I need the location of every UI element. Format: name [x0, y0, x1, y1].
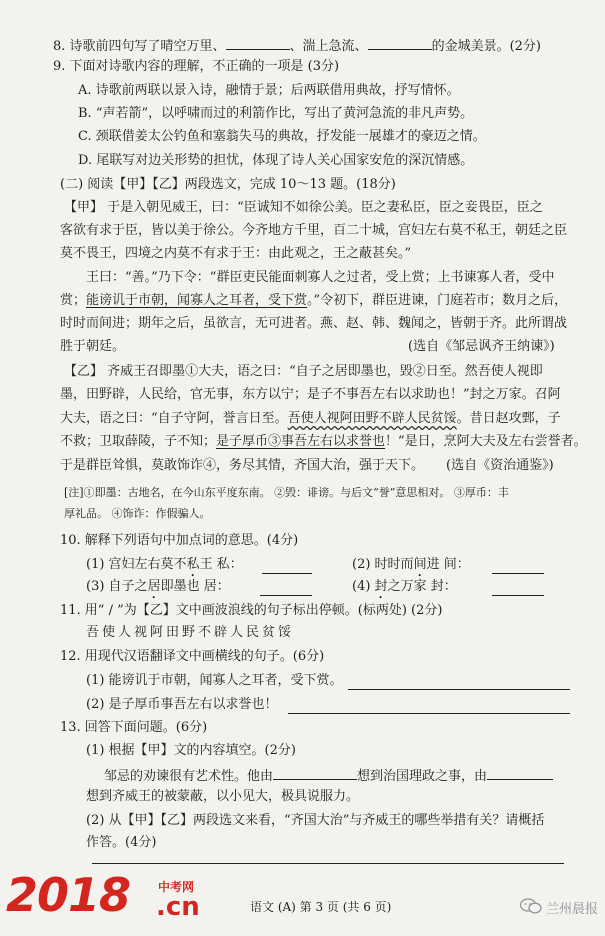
q13-blank-1[interactable] — [273, 765, 357, 780]
yi-line-5: 于是群臣耸惧，莫敢饰诈④，务尽其情，齐国大治，强于天下。 — [60, 458, 425, 473]
q10-answer-4[interactable] — [492, 594, 544, 596]
q10-item-4 — [352, 578, 457, 602]
jia-line-3: 莫不畏王，四境之内莫不有求于王：由此观之，王之蔽甚矣。” — [60, 246, 412, 261]
q12-item-2: (2) 是子厚币事吾左右以求誉也！ — [86, 697, 278, 712]
yi-line-2: 墨，田野辟，人民给，官无事，东方以宁；是子不事吾左右以求助也！”封之万家。召阿 — [60, 387, 561, 402]
q10-answer-1[interactable] — [262, 572, 312, 574]
q10-i4-dotted: 封 — [374, 579, 388, 594]
q13-part-2-line-2: 作答。(4分) — [86, 835, 157, 850]
q10-i1-dotted: 私 — [186, 557, 200, 572]
q11-sentence: 吾使人视阿田野不辟人民贫馁 — [86, 625, 295, 640]
q10-item-3 — [86, 578, 230, 602]
q13-blank-2[interactable] — [487, 765, 553, 780]
q10-answer-2[interactable] — [492, 572, 544, 574]
q10-i2-b: 进 间： — [426, 557, 470, 572]
q9-option-c: C. 颈联借姜太公钓鱼和塞翁失马的典故，抒发能一展雄才的豪迈之情。 — [78, 129, 486, 144]
q10-i3-b: 即墨也 居： — [160, 579, 230, 594]
q8-line — [53, 35, 541, 56]
q10-i3-dotted: 居 — [147, 579, 161, 594]
wechat-icon — [520, 898, 542, 914]
q13-stem: 13. 回答下面问题。(6分) — [60, 720, 208, 735]
notes-line-2: 厚礼品。 ④饰诈：作假骗人。 — [64, 507, 211, 520]
yi-source: (选自《资治通鉴》) — [446, 458, 554, 473]
q10-i1-b: 王 私： — [199, 557, 243, 572]
jia-line-4: 王曰：“善。”乃下令：“群臣吏民能面刺寡人之过者，受上赏；上书谏寡人者，受中 — [86, 270, 555, 285]
q9-option-b-text: “声若箭”，以呼啸而过的利箭作比，写出了黄河急流的非凡声势。 — [95, 106, 474, 121]
q9-option-b: B. “声若箭”，以呼啸而过的利箭作比，写出了黄河急流的非凡声势。 — [78, 106, 474, 121]
q8-text-c: 的金城美景。(2分) — [431, 39, 541, 54]
q12-answer-1[interactable] — [348, 688, 570, 690]
q12-answer-2[interactable] — [288, 712, 570, 714]
q10-item-1 — [86, 556, 243, 580]
jia-line-1: 【甲】 于是入朝见威王，曰：“臣诚知不如徐公美。臣之妻私臣，臣之妾畏臣，臣之 — [64, 200, 543, 215]
jia-line-7: 胜于朝廷。 — [60, 339, 126, 354]
q10-i2-a: (2) 时时而 — [352, 557, 414, 572]
q13-answer-line[interactable] — [92, 862, 564, 864]
yi-underlined-sentence: 是子厚币③事吾左右以求誉也 — [216, 434, 386, 449]
jia-source: (选自《邹忌讽齐王纳谏》) — [408, 339, 555, 354]
q10-stem: 10. 解释下列语句中加点词的意思。(4分) — [60, 533, 299, 548]
jia-line-5 — [60, 292, 567, 310]
q8-text-b: 、湍上急流、 — [289, 39, 368, 54]
page-number: 语文 (A) 第 3 页 (共 6 页) — [250, 900, 392, 914]
yi-wavy-sentence: 吾使人视阿田野不辟人民贫馁 — [287, 411, 457, 426]
notes-line-1: [注]①即墨：古地名，在今山东平度东南。 ②毁：诽谤。与后文“誉”意思相对。 ③厚币：丰 — [64, 486, 509, 499]
q8-blank-2 — [368, 35, 432, 50]
yi-l4-b: ！”是日，烹阿大夫及左右尝誉者。 — [385, 434, 587, 449]
section-2-heading: (二) 阅读【甲】【乙】两段选文，完成 10～13 题。(18分) — [60, 177, 396, 192]
site-logo-domain: .cn — [156, 892, 200, 922]
q8-text-a: 8. 诗歌前四句写了晴空万里、 — [53, 39, 226, 54]
yi-line-4 — [60, 433, 587, 451]
q10-i4-a: (4) — [352, 579, 375, 594]
yi-line-3 — [60, 410, 561, 428]
yi-l3-b: 。昔日赵攻鄄，子 — [456, 411, 561, 426]
q13-part-2-line-1: (2) 从【甲】【乙】两段选文来看，“齐国大治”与齐威王的哪些举措有关？请概括 — [86, 813, 545, 828]
yi-line-1: 【乙】 齐威王召即墨①大夫，语之曰：“自子之居即墨也，毁②日至。然吾使人视即 — [64, 364, 543, 379]
q11-stem: 11. 用“ / ”为【乙】文中画波浪线的句子标出停顿。(标两处) (2分) — [60, 603, 443, 618]
jia-line-2: 客欲有求于臣，皆以美于徐公。今齐地方千里，百二十城，宫妇左右莫不私王，朝廷之臣 — [60, 223, 568, 238]
yi-l4-a: 不救；卫取薛陵，子不知； — [60, 434, 217, 449]
q9-stem: 9. 下面对诗歌内容的理解，不正确的一项是 (3分) — [53, 59, 340, 74]
q13-fill-line-1 — [104, 765, 553, 786]
q12-item-1: (1) 能谤讥于市朝，闻寡人之耳者，受下赏。 — [86, 673, 343, 688]
site-logo-subtitle: 中考网 — [158, 880, 195, 894]
q13-part-1: (1) 根据【甲】文的内容填空。(2分) — [86, 743, 296, 758]
jia-line-6: 时时而间进；期年之后，虽欲言，无可进者。燕、赵、韩、魏闻之，皆朝于齐。此所谓战 — [60, 316, 568, 331]
yi-l3-a: 大夫，语之曰：“自子守阿，誉言日至。 — [60, 411, 288, 426]
q10-answer-3[interactable] — [260, 594, 312, 596]
q12-stem: 12. 用现代汉语翻译文中画横线的句子。(6分) — [60, 649, 325, 664]
jia-l5-a: 赏； — [60, 293, 87, 308]
q13-f1-a: 邹忌的劝谏很有艺术性。他由 — [104, 769, 274, 784]
wechat-account-name: 兰州晨报 — [546, 902, 599, 917]
q10-i2-dotted: 间 — [413, 557, 427, 572]
jia-underlined-sentence: 能谤讥于市朝，闻寡人之耳者，受下赏 — [86, 293, 308, 308]
jia-l5-b: 。”令初下，群臣进谏，门庭若市；数月之后， — [307, 293, 568, 308]
q9-option-d: D. 尾联写对边关形势的担忧，体现了诗人关心国家安危的深沉情感。 — [78, 153, 474, 168]
q13-fill-line-2: 想到齐威王的被蒙蔽，以小见大，极具说服力。 — [86, 789, 360, 804]
site-logo: 2018 — [6, 868, 131, 922]
q10-i3-a: (3) 自子之 — [86, 579, 148, 594]
q10-i1-a: (1) 宫妇左右莫不 — [86, 557, 187, 572]
q10-item-2 — [352, 556, 470, 580]
q13-f1-b: 想到治国理政之事，由 — [357, 769, 488, 784]
q9-option-a: A. 诗歌前两联以景入诗，融情于景；后两联借用典故，抒写情怀。 — [78, 83, 460, 98]
q10-i4-b: 之万家 封： — [387, 579, 457, 594]
q8-blank-1 — [226, 35, 290, 50]
